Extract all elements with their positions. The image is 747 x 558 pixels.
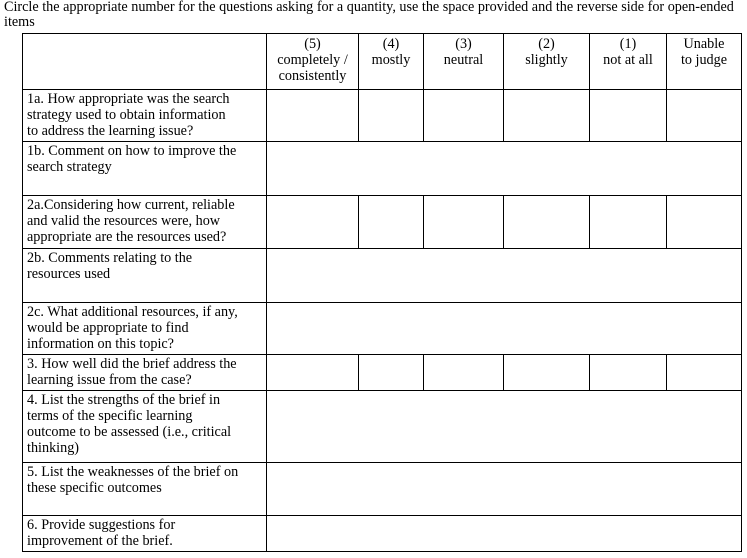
question-text: learning issue from the case? [27,372,192,388]
question-cell [23,463,267,516]
instructions-text: Circle the appropriate number for the questions asking for a quantity, use the space provided and the reverse side for open-ended items [4,0,734,30]
scale-header-unable [667,34,742,90]
evaluation-table [22,33,742,552]
rating-cell-1[interactable] [590,90,667,142]
question-row-2a [23,196,742,249]
question-cell [23,303,267,355]
question-row-3 [23,355,742,391]
question-text: to address the learning issue? [27,123,194,139]
comment-cell[interactable] [267,391,742,463]
question-text: outcome to be assessed (i.e., critical [27,424,232,440]
question-text: information on this topic? [27,336,174,352]
rating-cell-unable[interactable] [667,90,742,142]
question-text: thinking) [27,440,80,456]
rating-cell-3[interactable] [424,196,504,249]
rating-cell-3[interactable] [424,355,504,391]
question-row-2b [23,249,742,303]
scale-label: not at all [603,52,653,68]
question-row-1a [23,90,742,142]
scale-header-5 [267,34,359,90]
rating-cell-unable[interactable] [667,196,742,249]
rating-cell-2[interactable] [504,355,590,391]
scale-header-4 [359,34,424,90]
question-text: appropriate are the resources used? [27,229,227,245]
scale-label: neutral [443,52,484,68]
question-cell [23,142,267,196]
question-text: 2a.Considering how current, reliable [27,197,235,213]
question-cell [23,196,267,249]
scale-number: (5) [304,36,321,52]
rating-cell-2[interactable] [504,90,590,142]
scale-header-3 [424,34,504,90]
question-text: 5. List the weaknesses of the brief on [27,464,239,480]
question-cell [23,90,267,142]
rating-cell-4[interactable] [359,196,424,249]
question-text: 2b. Comments relating to the [27,250,193,266]
question-cell [23,355,267,391]
scale-header-1 [590,34,667,90]
question-text: 2c. What additional resources, if any, [27,304,238,320]
scale-label: to judge [680,52,728,68]
scale-number: (1) [619,36,637,52]
question-cell [23,516,267,552]
question-text: 3. How well did the brief address the [27,356,237,372]
rating-cell-5[interactable] [267,355,359,391]
comment-cell[interactable] [267,142,742,196]
question-text: improvement of the brief. [27,533,173,549]
question-text: 1b. Comment on how to improve the [27,143,237,159]
scale-number: (4) [382,36,400,52]
question-row-1b [23,142,742,196]
rating-cell-4[interactable] [359,90,424,142]
question-row-6 [23,516,742,552]
comment-cell[interactable] [267,303,742,355]
rating-cell-5[interactable] [267,90,359,142]
rating-cell-5[interactable] [267,196,359,249]
comment-cell[interactable] [267,516,742,552]
question-text: resources used [27,266,111,282]
question-row-5 [23,463,742,516]
question-cell [23,249,267,303]
question-cell [23,391,267,463]
question-row-2c [23,303,742,355]
question-text: 6. Provide suggestions for [27,517,176,533]
rating-cell-4[interactable] [359,355,424,391]
question-text: these specific outcomes [27,480,162,496]
rating-cell-1[interactable] [590,196,667,249]
scale-label: completely / [277,52,348,68]
header-row [23,34,742,90]
scale-number: (3) [455,36,472,52]
scale-label: slightly [525,52,568,68]
question-text: strategy used to obtain information [27,107,226,123]
rating-cell-3[interactable] [424,90,504,142]
scale-label: mostly [371,52,411,68]
question-text: terms of the specific learning [27,408,193,424]
question-text: 1a. How appropriate was the search [27,91,230,107]
question-text: would be appropriate to find [27,320,189,336]
rating-cell-2[interactable] [504,196,590,249]
comment-cell[interactable] [267,463,742,516]
question-text: search strategy [27,159,112,175]
comment-cell[interactable] [267,249,742,303]
scale-header-2 [504,34,590,90]
question-text: and valid the resources were, how [27,213,221,229]
header-blank-cell [23,34,267,90]
rating-cell-1[interactable] [590,355,667,391]
scale-number: Unable [683,36,725,52]
question-text: 4. List the strengths of the brief in [27,392,221,408]
scale-number: (2) [538,36,555,52]
question-row-4 [23,391,742,463]
rating-cell-unable[interactable] [667,355,742,391]
scale-label: consistently [278,68,347,84]
